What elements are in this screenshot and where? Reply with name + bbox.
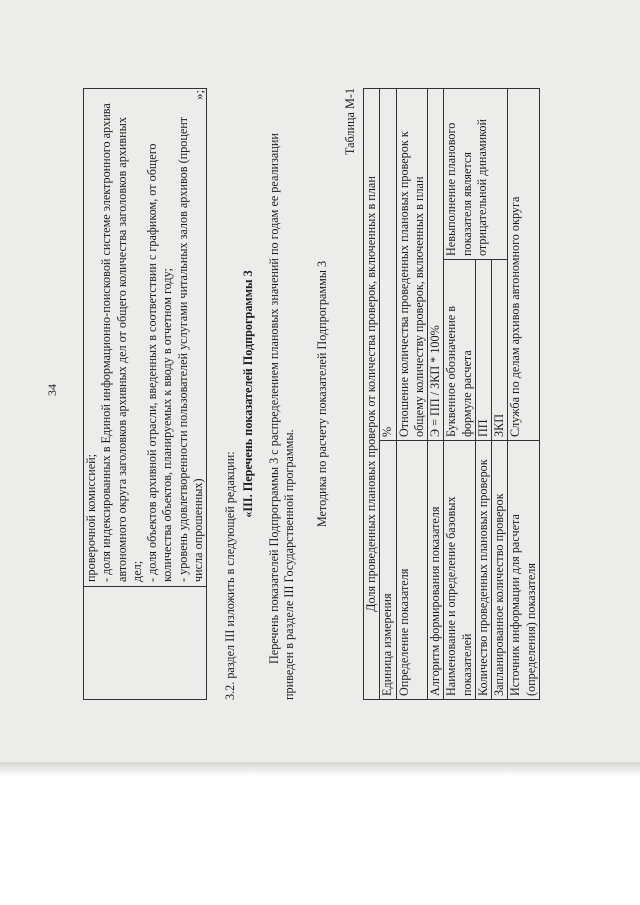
criteria-line: - уровень удовлетворенности пользователей услугами читальных залов архивов (процент числа опрошенных) [175,116,205,582]
scan-edge-shadow [0,762,640,776]
source-label: Источник информации для расчета (определения) показателя [508,441,540,700]
table-row [396,89,428,700]
criteria-text-cell [84,89,207,587]
row-value: Э = ПП / ЗКП * 100% [428,89,444,441]
source-value: Служба по делам архивов автономного округа [508,89,540,441]
table-label: Таблица М-1 [343,88,357,156]
methodology-title: Методика по расчету показателей Подпрограммы 3 [315,260,329,528]
base-row-symbol: ПП [475,260,491,441]
row-label: Единица измерения [380,441,396,700]
base-row-label: Запланированное количество проверок [492,441,508,700]
base-row-symbol: ЗКП [492,260,508,441]
row-label: Алгоритм формирования показателя [428,441,444,700]
methodology-table [363,88,540,700]
amendment-item: 3.2. раздел III изложить в следующей редакции: [223,451,237,700]
criteria-line: - доля индексированных в Единой информационно-поисковой системе электронного архива автономного округа заголовков архивных дел от общего количества заголовков архивных дел; [99,103,144,582]
criteria-table [83,88,207,700]
criteria-empty-cell [84,587,207,700]
table-row [508,89,540,700]
row-value: % [380,89,396,441]
section-title: «III. Перечень показателей Подпрограммы 3 [241,270,255,518]
row-value: Отношение количества проведенных плановых проверок к общему количеству проверок, включенных в план [396,89,428,441]
table-row [444,89,476,700]
base-header-symbol: Буквенное обозначение в формуле расчета [444,260,476,441]
table-row [380,89,396,700]
row-label: Определение показателя [396,441,428,700]
base-header-label: Наименование и определение базовых показателей [444,441,476,700]
base-row-label: Количество проведенных плановых проверок [475,441,491,700]
base-header-note: Невыполнение планового показателя является отрицательной динамикой [444,89,508,260]
table-row [428,89,444,700]
section-paragraph: Перечень показателей Подпрограммы 3 с распределением плановых значений по годам ее реализации приведен в разделе III Государственной программы. [267,133,297,700]
criteria-line: - доля объектов архивной отрасли, введенных в соответствии с графиком, от общего количества объектов, планируемых к вводу в отчетном году; [145,143,175,582]
document-page [45,40,605,740]
methodology-table-title: Доля проведенных плановых проверок от количества проверок, включенных в план [364,89,380,700]
page-number: 34 [45,384,59,396]
closing-quote: »; [191,89,206,100]
criteria-line: проверочной комиссией; [84,453,98,582]
